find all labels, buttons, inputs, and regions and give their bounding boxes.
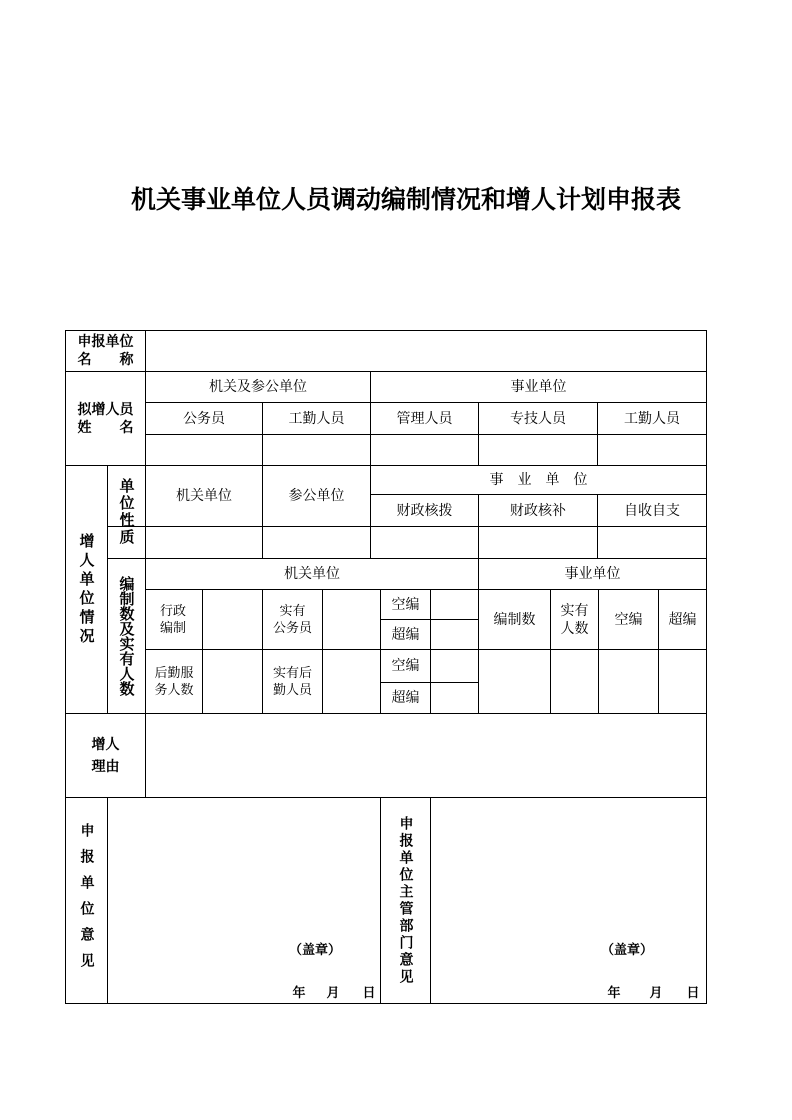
- public-quota-value[interactable]: [479, 650, 550, 713]
- gov-over-label-2: 超编: [391, 690, 420, 706]
- gov-over-label-1: 超编: [391, 626, 420, 643]
- section-situation-label: 增人单位情况: [77, 532, 96, 647]
- supervisor-seal: （盖章）: [600, 942, 653, 958]
- page-title: 机关事业单位人员调动编制情况和增人计划申报表: [130, 185, 681, 214]
- public-over-value[interactable]: [659, 650, 706, 713]
- actual-civil-value[interactable]: [323, 590, 380, 649]
- quota-label: 编制数及实有人数: [117, 576, 136, 696]
- staff-type-gov-worker: 工勤人员: [288, 410, 345, 427]
- supervisor-opinion-label: 申报单位主管部门意见: [397, 815, 414, 986]
- supervisor-opinion-value[interactable]: [431, 798, 706, 1003]
- public-vacant-label: 空编: [614, 611, 643, 628]
- applicant-opinion-label: 申报单位意见: [78, 822, 95, 979]
- reason-label: 增人 理由: [91, 736, 120, 775]
- nature-self-funded: 自收自支: [624, 502, 680, 519]
- quota-gov-header: 机关单位: [284, 566, 340, 582]
- unit-nature-label: 单位性质: [117, 478, 136, 546]
- candidate-gov-worker-cell[interactable]: [263, 435, 370, 465]
- applicant-unit-value[interactable]: [146, 331, 706, 371]
- reason-value[interactable]: [146, 714, 706, 797]
- gov-vacant-label-1: 空编: [391, 596, 420, 613]
- public-over-label: 超编: [668, 611, 697, 628]
- applicant-unit-label-2: 名 称: [77, 352, 134, 368]
- supervisor-date-day: 日: [686, 985, 700, 1001]
- staff-type-professional: 专技人员: [510, 410, 566, 427]
- actual-logistics-value[interactable]: [323, 650, 380, 713]
- actual-civil-label: 实有 公务员: [272, 603, 312, 636]
- nature-fiscal-partial: 财政核补: [510, 502, 566, 519]
- supervisor-date-year: 年: [607, 985, 621, 1001]
- nature-self-funded-cell[interactable]: [598, 527, 706, 558]
- nature-fiscal-full-cell[interactable]: [371, 527, 478, 558]
- group-gov-header: 机关及参公单位: [209, 379, 307, 395]
- group-public-header: 事业单位: [510, 379, 567, 395]
- applicant-seal: （盖章）: [288, 942, 341, 958]
- candidate-management-cell[interactable]: [371, 435, 478, 465]
- supervisor-date-month: 月: [649, 985, 663, 1001]
- actual-logistics-label: 实有后 勤人员: [272, 665, 312, 698]
- applicant-date-month: 月: [326, 985, 340, 1001]
- nature-gov-cell[interactable]: [146, 527, 262, 558]
- candidate-name-label-2: 姓 名: [77, 419, 134, 436]
- candidate-professional-cell[interactable]: [479, 435, 597, 465]
- nature-fiscal-partial-cell[interactable]: [479, 527, 597, 558]
- gov-vacant-label-2: 空编: [391, 658, 420, 674]
- staff-type-civil-servant: 公务员: [183, 410, 225, 427]
- applicant-unit-label: 申报单位: [77, 334, 134, 350]
- nature-public-header: 事 业 单 位: [489, 472, 588, 488]
- applicant-date-year: 年: [292, 985, 306, 1001]
- logistics-count-label: 后勤服 务人数: [154, 665, 194, 698]
- admin-quota-value[interactable]: [203, 590, 262, 649]
- applicant-opinion-value[interactable]: [108, 798, 380, 1003]
- public-vacant-value[interactable]: [599, 650, 658, 713]
- candidate-name-label: 拟增人员: [77, 401, 134, 418]
- staff-type-management: 管理人员: [396, 410, 453, 427]
- logistics-count-value[interactable]: [203, 650, 262, 713]
- candidate-civil-servant-cell[interactable]: [146, 435, 262, 465]
- nature-fiscal-full: 财政核拨: [396, 502, 453, 519]
- public-actual-value[interactable]: [551, 650, 598, 713]
- nature-ref-cell[interactable]: [263, 527, 370, 558]
- quota-public-header: 事业单位: [564, 566, 621, 582]
- nature-ref: 参公单位: [288, 488, 345, 504]
- nature-gov: 机关单位: [176, 488, 232, 504]
- admin-quota-label: 行政 编制: [160, 603, 187, 636]
- candidate-public-worker-cell[interactable]: [598, 435, 706, 465]
- public-quota-label: 编制数: [493, 611, 536, 628]
- staff-type-public-worker: 工勤人员: [624, 410, 680, 427]
- applicant-date-day: 日: [362, 985, 376, 1001]
- public-actual-label: 实有 人数: [560, 602, 589, 637]
